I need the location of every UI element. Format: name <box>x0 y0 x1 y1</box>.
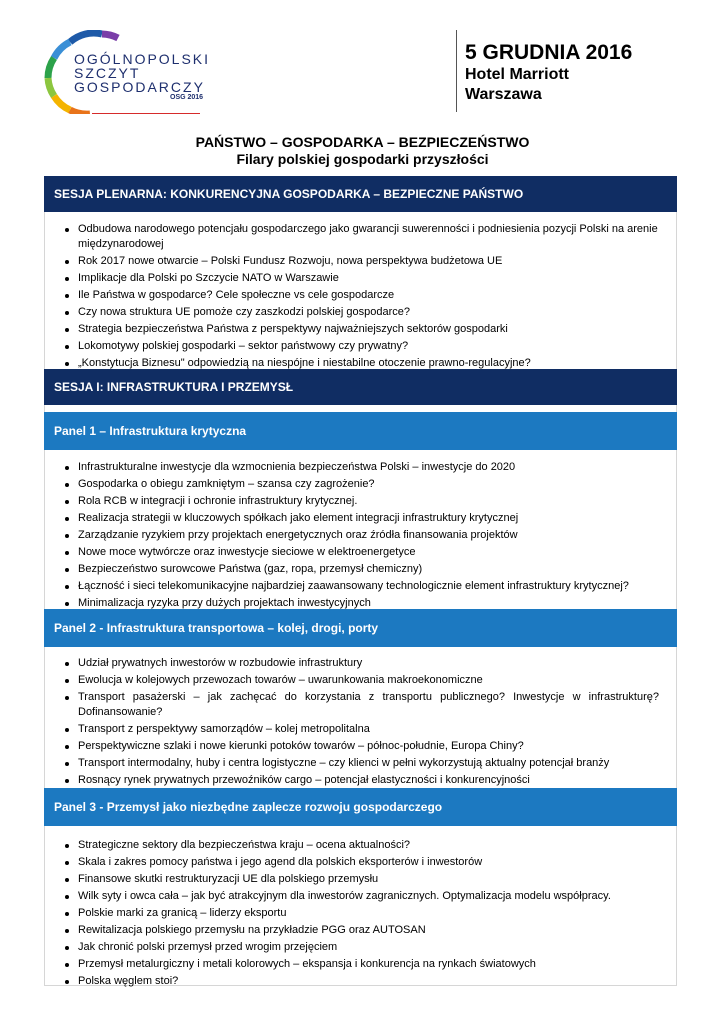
list-item: Transport pasażerski – jak zachęcać do korzystania z transportu publicznego? Inwestycje w infrastrukturę? Dofinansowanie? <box>78 691 659 718</box>
logo-code: OSG 2016 <box>170 94 204 101</box>
list-item: Transport intermodalny, huby i centra logistyczne – czy klienci w pełni wykorzystują aktualny potencjał branży <box>78 756 659 771</box>
panel3-heading-text: Panel 3 - Przemysł jako niezbędne zaplecze rozwoju gospodarczego <box>54 800 443 814</box>
panel1-heading <box>44 412 677 450</box>
event-date: 5 GRUDNIA 2016 <box>465 41 633 64</box>
list-item: Czy nowa struktura UE pomoże czy zaszkodzi polskiej gospodarce? <box>78 305 659 320</box>
list-item: Łączność i sieci telekomunikacyjne najbardziej zaawansowany technologicznie element infrastruktury krytycznej? <box>78 579 659 594</box>
panel2-list <box>44 656 677 790</box>
list-item: Bezpieczeństwo surowcowe Państwa (gaz, ropa, przemysł chemiczny) <box>78 562 659 577</box>
list-item: Gospodarka o obiegu zamkniętym – szansa czy zagrożenie? <box>78 477 659 492</box>
list-item: Zarządzanie ryzykiem przy projektach energetycznych oraz źródła finansowania projektów <box>78 528 659 543</box>
list-item: Rewitalizacja polskiego przemysłu na przykładzie PGG oraz AUTOSAN <box>78 923 659 938</box>
plenary-heading <box>44 176 677 212</box>
logo-line-2: SZCZYT <box>74 65 141 81</box>
list-item: Rok 2017 nowe otwarcie – Polski Fundusz Rozwoju, nowa perspektywa budżetowa UE <box>78 254 659 269</box>
list-item: Minimalizacja ryzyka przy dużych projektach inwestycyjnych <box>78 596 659 611</box>
panel1-list <box>44 460 677 613</box>
list-item: Lokomotywy polskiej gospodarki – sektor państwowy czy prywatny? <box>78 339 659 354</box>
list-item: Realizacja strategii w kluczowych spółkach jako element integracji infrastruktury krytycznej <box>78 511 659 526</box>
title-line-2: Filary polskiej gospodarki przyszłości <box>236 151 489 167</box>
panel2-heading-text: Panel 2 - Infrastruktura transportowa – kolej, drogi, porty <box>54 621 379 635</box>
list-item: Jak chronić polski przemysł przed wrogim przejęciem <box>78 940 659 955</box>
plenary-heading-text: SESJA PLENARNA: KONKURENCYJNA GOSPODARKA – BEZPIECZNE PAŃSTWO <box>54 187 524 201</box>
list-item: Ile Państwa w gospodarce? Cele społeczne vs cele gospodarcze <box>78 288 659 303</box>
event-city: Warszawa <box>465 86 542 103</box>
list-item: Transport z perspektywy samorządów – kolej metropolitalna <box>78 722 659 737</box>
logo-line-3: GOSPODARCZY <box>74 79 205 95</box>
page-header <box>0 0 725 130</box>
list-item: Polska węglem stoi? <box>78 974 659 989</box>
list-item: Infrastrukturalne inwestycje dla wzmocnienia bezpieczeństwa Polski – inwestycje do 2020 <box>78 460 659 475</box>
panel3-list <box>44 838 677 991</box>
panel2-heading <box>44 609 677 647</box>
list-item: Perspektywiczne szlaki i nowe kierunki potoków towarów – północ-południe, Europa Chiny? <box>78 739 659 754</box>
session1-heading-text: SESJA I: INFRASTRUKTURA I PRZEMYSŁ <box>54 380 294 394</box>
panel1-heading-text: Panel 1 – Infrastruktura krytyczna <box>54 424 247 438</box>
plenary-list <box>44 222 677 373</box>
list-item: Skala i zakres pomocy państwa i jego agend dla polskich eksporterów i inwestorów <box>78 855 659 870</box>
list-item: Finansowe skutki restrukturyzacji UE dla polskiego przemysłu <box>78 872 659 887</box>
list-item: Strategia bezpieczeństwa Państwa z perspektywy najważniejszych sektorów gospodarki <box>78 322 659 337</box>
panel3-heading <box>44 788 677 826</box>
list-item: Strategiczne sektory dla bezpieczeństwa kraju – ocena aktualności? <box>78 838 659 853</box>
page-title <box>0 134 725 168</box>
list-item: „Konstytucja Biznesu" odpowiedzią na niespójne i niestabilne otoczenie prawno-regulacyjne? <box>78 356 659 371</box>
list-item: Wilk syty i owca cała – jak być atrakcyjnym dla inwestorów zagranicznych. Optymalizacja modelu współpracy. <box>78 889 659 904</box>
list-item: Odbudowa narodowego potencjału gospodarczego jako gwarancji suwerenności i podniesienia pozycji Polski na arenie międzynarodowej <box>78 223 658 250</box>
event-venue: Hotel Marriott <box>465 66 569 83</box>
event-info <box>465 40 632 105</box>
list-item: Udział prywatnych inwestorów w rozbudowie infrastruktury <box>78 656 659 671</box>
header-divider <box>456 30 457 112</box>
list-item: Polskie marki za granicą – liderzy eksportu <box>78 906 659 921</box>
logo-line-1: OGÓLNOPOLSKI <box>74 51 211 67</box>
title-line-1: PAŃSTWO – GOSPODARKA – BEZPIECZEŃSTWO <box>195 134 530 150</box>
osg-logo <box>40 30 220 114</box>
list-item: Przemysł metalurgiczny i metali kolorowych – ekspansja i konkurencja na rynkach światowych <box>78 957 659 972</box>
list-item: Ewolucja w kolejowych przewozach towarów – uwarunkowania makroekonomiczne <box>78 673 659 688</box>
session1-heading <box>44 369 677 405</box>
list-item: Nowe moce wytwórcze oraz inwestycje sieciowe w elektroenergetyce <box>78 545 659 560</box>
list-item: Rosnący rynek prywatnych przewoźników cargo – potencjał elastyczności i konkurencyjności <box>78 773 659 788</box>
list-item: Implikacje dla Polski po Szczycie NATO w Warszawie <box>78 271 659 286</box>
list-item: Rola RCB w integracji i ochronie infrastruktury krytycznej. <box>78 494 659 509</box>
